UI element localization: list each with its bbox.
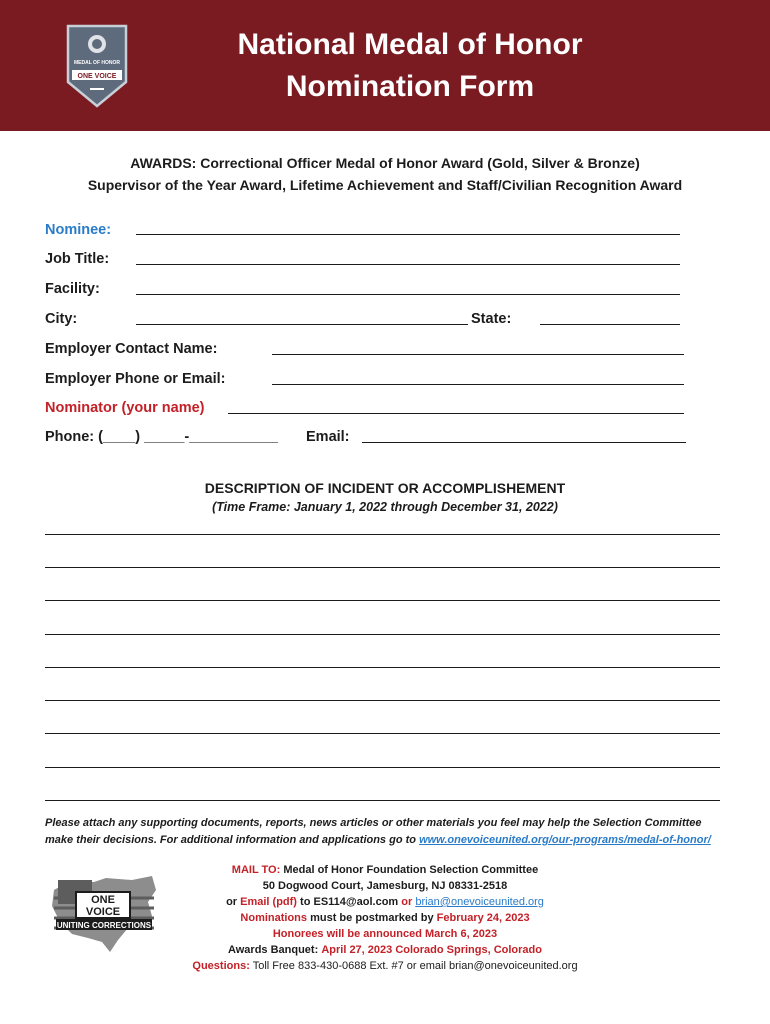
logo-text-banner: UNITING CORRECTIONS <box>56 921 152 930</box>
medal-of-honor-link[interactable]: www.onevoiceunited.org/our-programs/medal-of-honor/ <box>419 834 711 846</box>
awards-heading <box>30 152 740 196</box>
email-label: Email: <box>306 429 350 445</box>
description-line[interactable] <box>45 767 720 768</box>
banquet-line <box>175 942 595 958</box>
page-title-line1: National Medal of Honor <box>237 28 583 61</box>
employer-phone-line[interactable] <box>272 384 684 385</box>
mail-address: 50 Dogwood Court, Jamesburg, NJ 08331-2518 <box>262 880 508 892</box>
description-line[interactable] <box>45 534 720 535</box>
or-text: or <box>226 896 238 908</box>
to-text: to <box>300 896 311 908</box>
mail-to-line <box>175 862 595 878</box>
employer-phone-label: Employer Phone or Email: <box>45 371 226 387</box>
description-line[interactable] <box>45 700 720 701</box>
badge-top-text: MEDAL OF HONOR <box>73 60 121 66</box>
employer-contact-line[interactable] <box>272 354 684 355</box>
banquet-value: April 27, 2023 Colorado Springs, Colorado <box>321 944 542 956</box>
employer-contact-label: Employer Contact Name: <box>45 341 218 357</box>
nominator-label: Nominator (your name) <box>45 400 205 416</box>
description-title: DESCRIPTION OF INCIDENT OR ACCOMPLISHEMENT <box>204 480 566 496</box>
email-pdf-label: Email (pdf) <box>240 896 297 908</box>
medal-of-honor-badge-icon <box>64 22 130 108</box>
description-line[interactable] <box>45 634 720 635</box>
nominations-line <box>175 910 595 926</box>
facility-label: Facility: <box>45 281 100 297</box>
questions-line <box>175 958 595 974</box>
description-line[interactable] <box>45 733 720 734</box>
facility-line[interactable] <box>136 294 680 295</box>
badge-band-text: ONE VOICE <box>77 73 117 80</box>
nominations-label: Nominations <box>240 912 308 924</box>
questions-value: Toll Free 833-430-0688 Ext. #7 or email brian@onevoiceunited.org <box>252 960 578 972</box>
city-line[interactable] <box>136 324 468 325</box>
city-label: City: <box>45 311 78 327</box>
description-line[interactable] <box>45 600 720 601</box>
description-line[interactable] <box>45 567 720 568</box>
nominee-label: Nominee: <box>45 222 112 238</box>
awards-line2: Supervisor of the Year Award, Lifetime Achievement and Staff/Civilian Recognition Award <box>87 177 683 193</box>
attachment-note-text: make their decisions. For additional information and applications go to <box>45 834 416 846</box>
page-title <box>160 24 660 108</box>
mail-to-value: Medal of Honor Foundation Selection Committee <box>283 864 539 876</box>
description-subtitle: (Time Frame: January 1, 2022 through December 31, 2022) <box>212 500 558 514</box>
state-line[interactable] <box>540 324 680 325</box>
description-line[interactable] <box>45 800 720 801</box>
email-secondary-link[interactable]: brian@onevoiceunited.org <box>415 896 544 908</box>
nominations-text: must be postmarked by <box>310 912 434 924</box>
awards-line1: AWARDS: Correctional Officer Medal of Honor Award (Gold, Silver & Bronze) <box>130 155 640 171</box>
email-line[interactable] <box>362 442 686 443</box>
nominee-line[interactable] <box>136 234 680 235</box>
logo-text-one: ONE <box>91 894 115 906</box>
state-label: State: <box>471 311 512 327</box>
nominator-line[interactable] <box>228 413 684 414</box>
attachment-note-line1: Please attach any supporting documents, reports, news articles or other materials you feel may help the Selection Committee <box>45 817 702 829</box>
page-title-line2: Nomination Form <box>285 70 535 103</box>
attachment-note-line2 <box>45 832 735 849</box>
mail-to-label: MAIL TO: <box>231 864 281 876</box>
email-line-info <box>175 894 595 910</box>
honorees-announcement: Honorees will be announced March 6, 2023 <box>272 928 498 940</box>
description-line[interactable] <box>45 667 720 668</box>
mailing-info <box>175 862 595 974</box>
logo-text-voice: VOICE <box>85 906 121 918</box>
job-title-label: Job Title: <box>45 251 110 267</box>
banquet-label: Awards Banquet: <box>228 944 319 956</box>
one-voice-logo-icon <box>48 868 160 954</box>
header-banner <box>0 0 770 131</box>
questions-label: Questions: <box>192 960 250 972</box>
phone-label[interactable]: Phone: (____) _____-___________ <box>45 429 278 445</box>
job-title-line[interactable] <box>136 264 680 265</box>
nominations-date: February 24, 2023 <box>436 912 530 924</box>
or-text-red: or <box>401 896 413 908</box>
email-primary[interactable]: ES114@aol.com <box>313 896 399 908</box>
attachment-note <box>45 815 735 849</box>
